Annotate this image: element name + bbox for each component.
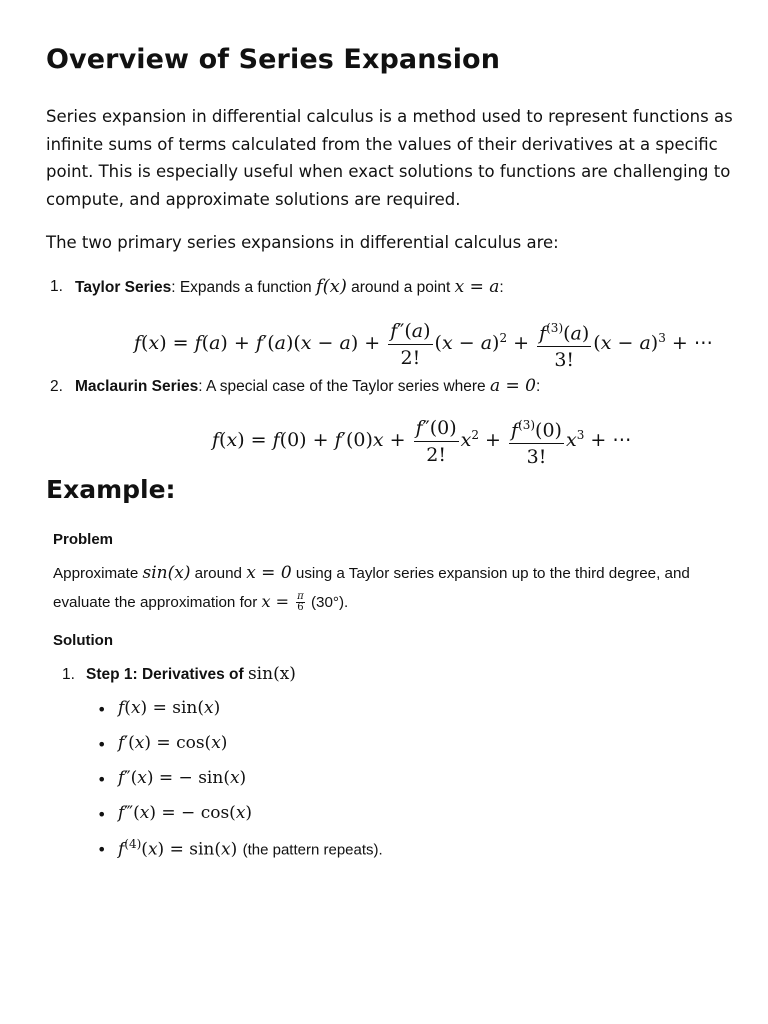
- taylor-desc-mid: around a point: [346, 279, 455, 296]
- taylor-desc-suffix: :: [499, 279, 504, 296]
- problem-text-1a: Approximate: [53, 565, 143, 582]
- pattern-repeats-note: (the pattern repeats).: [242, 841, 383, 859]
- list-item-maclaurin: [75, 376, 540, 396]
- step1-heading: [86, 664, 296, 684]
- maclaurin-math-a0: a = 0: [490, 376, 537, 396]
- problem-text-1c: using a Taylor series expansion up to the third degree, and: [291, 565, 690, 582]
- bullet-2: •: [97, 735, 107, 754]
- derivative-1: f(x) = sin(x): [118, 698, 221, 718]
- intro-paragraph: Series expansion in differential calculus is a method used to represent functions as infinite sums of terms calculated from the values of their derivatives at a specific point. This is especially useful when exact solutions to functions are challenging to compute, and approximate solutions are required.: [46, 107, 733, 209]
- solution-heading: Solution: [53, 632, 113, 649]
- problem-math-sin: sin(x): [142, 563, 191, 583]
- problem-text: [53, 559, 753, 617]
- problem-text-2a: evaluate the approximation for: [53, 594, 262, 611]
- primary-expansions-text: The two primary series expansions in differential calculus are:: [46, 233, 559, 252]
- taylor-desc-prefix: : Expands a function: [171, 279, 316, 296]
- step1-number: 1.: [62, 666, 75, 683]
- maclaurin-series-formula: f(x) = f(0) + f′(0)x + $\frac{f''(0)}{2!}$ $x^2$ + $\frac{f^{(3)}(0)}{3!}$ $x^3$ + ⋯: [212, 413, 631, 469]
- derivative-3: f″(x) = − sin(x): [118, 768, 247, 788]
- derivative-2: f′(x) = cos(x): [118, 733, 228, 753]
- derivative-5: $f^{(4)}(x) = \sin(x)$ (the pattern repeats).: [118, 837, 383, 860]
- problem-frac-num: π: [297, 591, 304, 603]
- problem-text-2b: (30°).: [306, 594, 349, 611]
- problem-frac-den: 6: [297, 602, 304, 614]
- problem-frac-pi-6: [296, 592, 305, 613]
- maclaurin-desc-suffix: :: [536, 378, 541, 395]
- taylor-math-fx: f(x): [315, 276, 347, 297]
- bullet-3: •: [97, 770, 107, 789]
- bullet-4: •: [97, 805, 107, 824]
- step1-label: Step 1: Derivatives of: [86, 666, 248, 683]
- problem-heading: Problem: [53, 531, 114, 548]
- list-item-taylor: [75, 276, 504, 297]
- maclaurin-desc-prefix: : A special case of the Taylor series where: [198, 378, 490, 395]
- problem-math-x0: x = 0: [246, 563, 292, 583]
- page-title: Overview of Series Expansion: [46, 44, 501, 75]
- derivative-4: f‴(x) = − cos(x): [118, 803, 253, 823]
- example-heading: Example:: [46, 475, 176, 504]
- bullet-5: •: [97, 840, 107, 859]
- taylor-series-formula: f(x) = f(a) + f′(a)(x − a) + $\frac{f''(a)}{2!}$ $(x - a)^2$ + $\frac{f^{(3)}(a)}{3!}$ $(x - a)^3$ + ⋯: [134, 316, 713, 372]
- list-number-maclaurin: 2.: [50, 378, 63, 395]
- problem-text-1b: around: [190, 565, 247, 582]
- taylor-math-xa: x = a: [454, 277, 500, 297]
- step1-math: sin(x): [247, 664, 296, 684]
- problem-math-x: x =: [261, 592, 295, 611]
- list-number-taylor: 1.: [50, 278, 63, 295]
- maclaurin-series-label: Maclaurin Series: [75, 378, 199, 395]
- bullet-1: •: [97, 700, 107, 719]
- taylor-series-label: Taylor Series: [75, 279, 172, 296]
